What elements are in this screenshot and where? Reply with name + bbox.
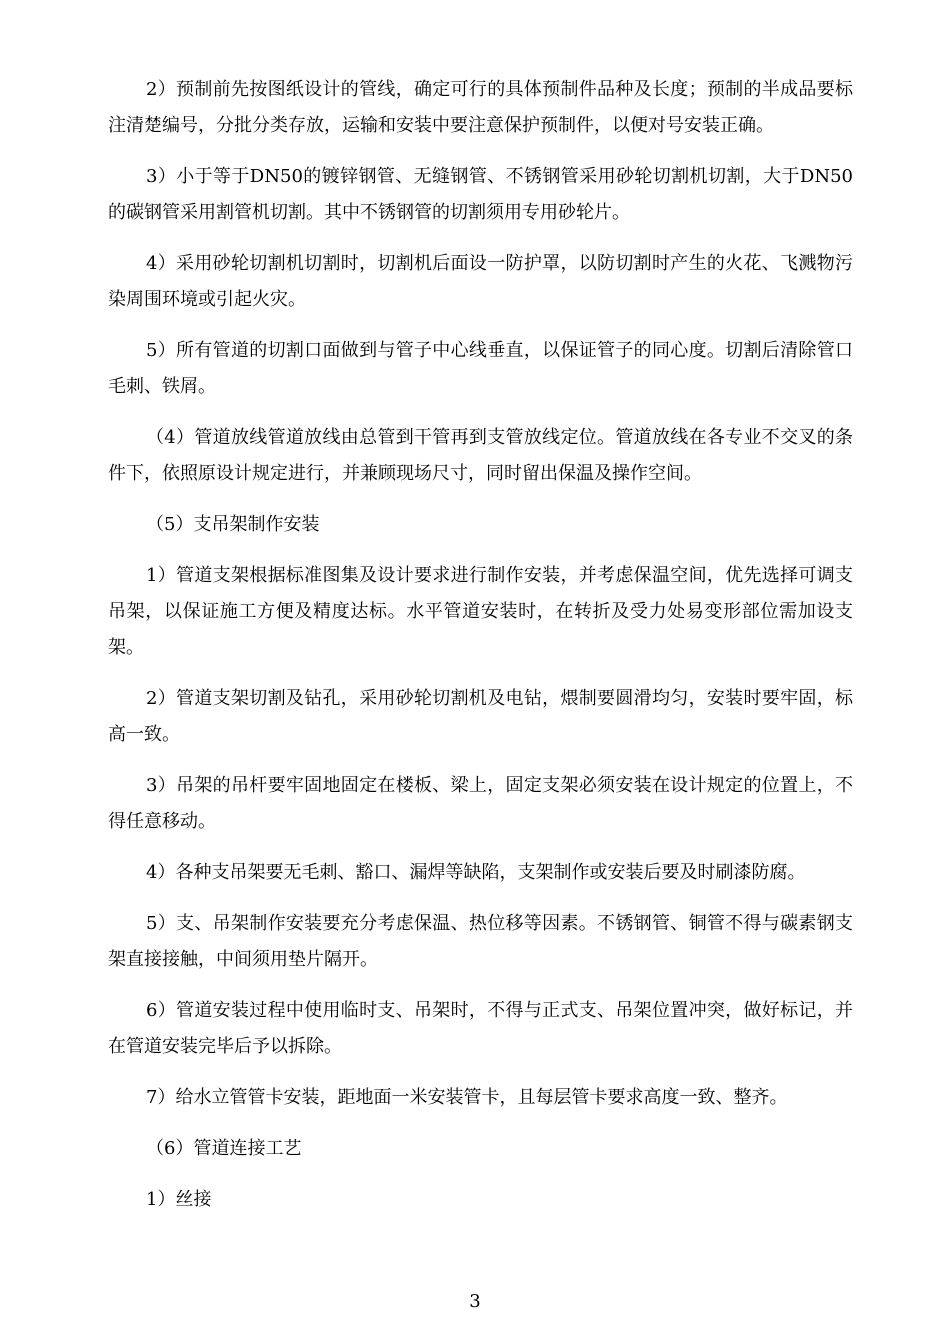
document-body: [108, 72, 853, 1233]
paragraph-pipe-cutting-methods: 3）小于等于DN50的镀锌钢管、无缝钢管、不锈钢管采用砂轮切割机切割，大于DN50的碳钢管采用割管机切割。其中不锈钢管的切割须用专用砂轮片。: [108, 166, 853, 223]
paragraph-temporary-supports: 6）管道安装过程中使用临时支、吊架时，不得与正式支、吊架位置冲突，做好标记，并在管道安装完毕后予以拆除。: [108, 1000, 853, 1057]
paragraph-support-defects: 4）各种支吊架要无毛刺、豁口、漏焊等缺陷，支架制作或安装后要及时刷漆防腐。: [146, 862, 806, 883]
paragraph-pipe-layout: （4）管道放线管道放线由总管到干管再到支管放线定位。管道放线在各专业不交叉的条件下，依照原设计规定进行，并兼顾现场尺寸，同时留出保温及操作空间。: [108, 427, 853, 484]
paragraph-riser-clamps: 7）给水立管管卡安装，距地面一米安装管卡，且每层管卡要求高度一致、整齐。: [146, 1087, 788, 1108]
paragraph-insulation-isolation: 5）支、吊架制作安装要充分考虑保温、热位移等因素。不锈钢管、铜管不得与碳素钢支架直接接触，中间须用垫片隔开。: [108, 913, 853, 970]
section-heading-supports: （5）支吊架制作安装: [146, 514, 320, 535]
paragraph-prefab-numbering: 2）预制前先按图纸设计的管线，确定可行的具体预制件品种及长度；预制的半成品要标注清楚编号，分批分类存放，运输和安装中要注意保护预制件，以便对号安装正确。: [108, 79, 853, 136]
page-number: 3: [469, 1291, 481, 1312]
paragraph-support-standards: 1）管道支架根据标准图集及设计要求进行制作安装，并考虑保温空间，优先选择可调支吊架，以保证施工方便及精度达标。水平管道安装时，在转折及受力处易变形部位需加设支架。: [108, 565, 853, 658]
paragraph-cutting-guard: 4）采用砂轮切割机切割时，切割机后面设一防护罩，以防切割时产生的火花、飞溅物污染周围环境或引起火灾。: [108, 253, 853, 310]
paragraph-cut-perpendicular: 5）所有管道的切割口面做到与管子中心线垂直，以保证管子的同心度。切割后清除管口毛刺、铁屑。: [108, 340, 853, 397]
section-heading-connection: （6）管道连接工艺: [146, 1138, 302, 1159]
paragraph-support-drilling: 2）管道支架切割及钻孔，采用砂轮切割机及电钻，煨制要圆滑均匀，安装时要牢固，标高一致。: [108, 688, 853, 745]
paragraph-threaded-joint: 1）丝接: [146, 1189, 212, 1210]
paragraph-hanger-fixing: 3）吊架的吊杆要牢固地固定在楼板、梁上，固定支架必须安装在设计规定的位置上，不得任意移动。: [108, 775, 853, 832]
